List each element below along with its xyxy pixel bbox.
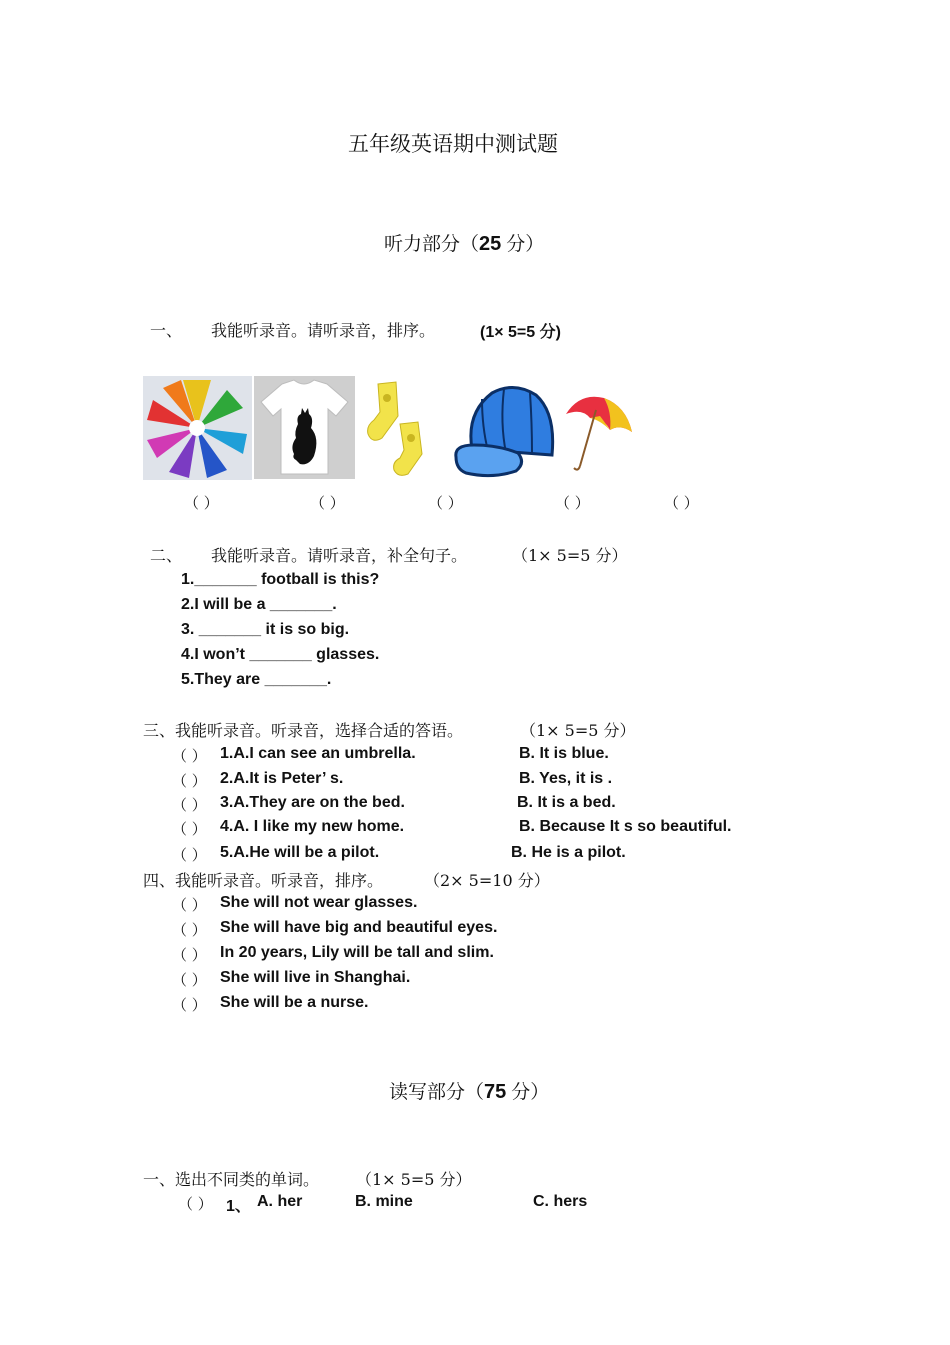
part3-heading: 三、我能听录音。听录音，选择合适的答语。 bbox=[143, 721, 464, 740]
part2-number: 二、 bbox=[150, 546, 183, 565]
part1-number: 一、 bbox=[150, 321, 183, 340]
picture4-blank[interactable]: （ ） bbox=[555, 494, 590, 512]
listening-heading-pre: 听力部分（ bbox=[384, 233, 480, 255]
listening-heading bbox=[384, 229, 544, 256]
part4-item-2: She will have big and beautiful eyes. bbox=[220, 919, 498, 936]
part3-option-a-5: 5.A.He will be a pilot. bbox=[220, 844, 380, 861]
reading-heading-post: 分） bbox=[511, 1081, 550, 1103]
part3-option-b-2: B. Yes, it is . bbox=[519, 770, 613, 787]
part4-paren-4[interactable]: （ ） bbox=[172, 971, 207, 989]
picture3-blank[interactable]: （ ） bbox=[428, 494, 463, 512]
picture5-blank[interactable]: （ ） bbox=[664, 494, 699, 512]
picture2-blank[interactable]: （ ） bbox=[310, 494, 345, 512]
part3-paren-5[interactable]: （ ） bbox=[172, 846, 207, 864]
part2-item-2: 2.I will be a _______. bbox=[181, 596, 337, 613]
part2-item-5: 5.They are _______. bbox=[181, 671, 332, 688]
part4-item-5: She will be a nurse. bbox=[220, 994, 369, 1011]
part3-score: （1× 5=5 分） bbox=[520, 721, 636, 740]
reading-item1-paren[interactable]: （ ） bbox=[178, 1195, 213, 1213]
crayons-picture bbox=[143, 376, 252, 480]
socks-picture bbox=[360, 378, 442, 478]
part2-item-3: 3. _______ it is so big. bbox=[181, 621, 350, 638]
reading-part1-score: （1× 5=5 分） bbox=[356, 1170, 472, 1189]
part3-option-a-1: 1.A.I can see an umbrella. bbox=[220, 745, 416, 762]
part2-score-text: （1× 5=5 分） bbox=[512, 546, 628, 565]
part1-score: (1× 5=5 分) bbox=[480, 324, 561, 341]
reading-heading bbox=[389, 1077, 549, 1104]
part3-paren-1[interactable]: （ ） bbox=[172, 747, 207, 765]
reading-item1-option-a: A. her bbox=[257, 1193, 303, 1210]
part4-paren-1[interactable]: （ ） bbox=[172, 896, 207, 914]
reading-heading-pre: 读写部分（ bbox=[389, 1081, 485, 1103]
part3-option-b-5: B. He is a pilot. bbox=[511, 844, 626, 861]
page-title: 五年级英语期中测试题 bbox=[348, 132, 558, 156]
part1-instruction: 我能听录音。请听录音，排序。 bbox=[211, 321, 436, 340]
cap-picture bbox=[452, 383, 558, 479]
reading-item1-option-c: C. hers bbox=[533, 1193, 588, 1210]
part4-item-3: In 20 years, Lily will be tall and slim. bbox=[220, 944, 494, 961]
picture1-blank[interactable]: （ ） bbox=[184, 494, 219, 512]
part4-score: （2× 5=10 分） bbox=[424, 871, 550, 890]
reading-part1-heading: 一、选出不同类的单词。 bbox=[143, 1170, 320, 1189]
reading-item1-option-b: B. mine bbox=[355, 1193, 413, 1210]
part4-paren-2[interactable]: （ ） bbox=[172, 921, 207, 939]
umbrella-picture bbox=[560, 394, 635, 472]
part4-paren-5[interactable]: （ ） bbox=[172, 996, 207, 1014]
part3-paren-4[interactable]: （ ） bbox=[172, 820, 207, 838]
part4-item-4: She will live in Shanghai. bbox=[220, 969, 411, 986]
part2-item-1: 1._______ football is this? bbox=[181, 571, 380, 588]
part3-option-a-2: 2.A.It is Peter’ s. bbox=[220, 770, 344, 787]
reading-score: 75 bbox=[484, 1081, 507, 1103]
part2-item-4: 4.I won’t _______ glasses. bbox=[181, 646, 380, 663]
listening-score: 25 bbox=[479, 233, 502, 255]
part4-paren-3[interactable]: （ ） bbox=[172, 946, 207, 964]
part2-instruction: 我能听录音。请听录音，补全句子。 bbox=[211, 546, 468, 565]
reading-item1-number: 1、 bbox=[226, 1198, 251, 1215]
part4-heading: 四、我能听录音。听录音，排序。 bbox=[143, 871, 384, 890]
part3-option-b-1: B. It is blue. bbox=[519, 745, 609, 762]
part3-option-b-3: B. It is a bed. bbox=[517, 794, 616, 811]
part3-paren-3[interactable]: （ ） bbox=[172, 796, 207, 814]
part3-option-b-4: B. Because It s so beautiful. bbox=[519, 818, 732, 835]
tshirt-picture bbox=[254, 376, 355, 479]
part3-option-a-3: 3.A.They are on the bed. bbox=[220, 794, 405, 811]
part3-paren-2[interactable]: （ ） bbox=[172, 772, 207, 790]
listening-heading-post: 分） bbox=[506, 233, 545, 255]
part4-item-1: She will not wear glasses. bbox=[220, 894, 418, 911]
part3-option-a-4: 4.A. I like my new home. bbox=[220, 818, 405, 835]
